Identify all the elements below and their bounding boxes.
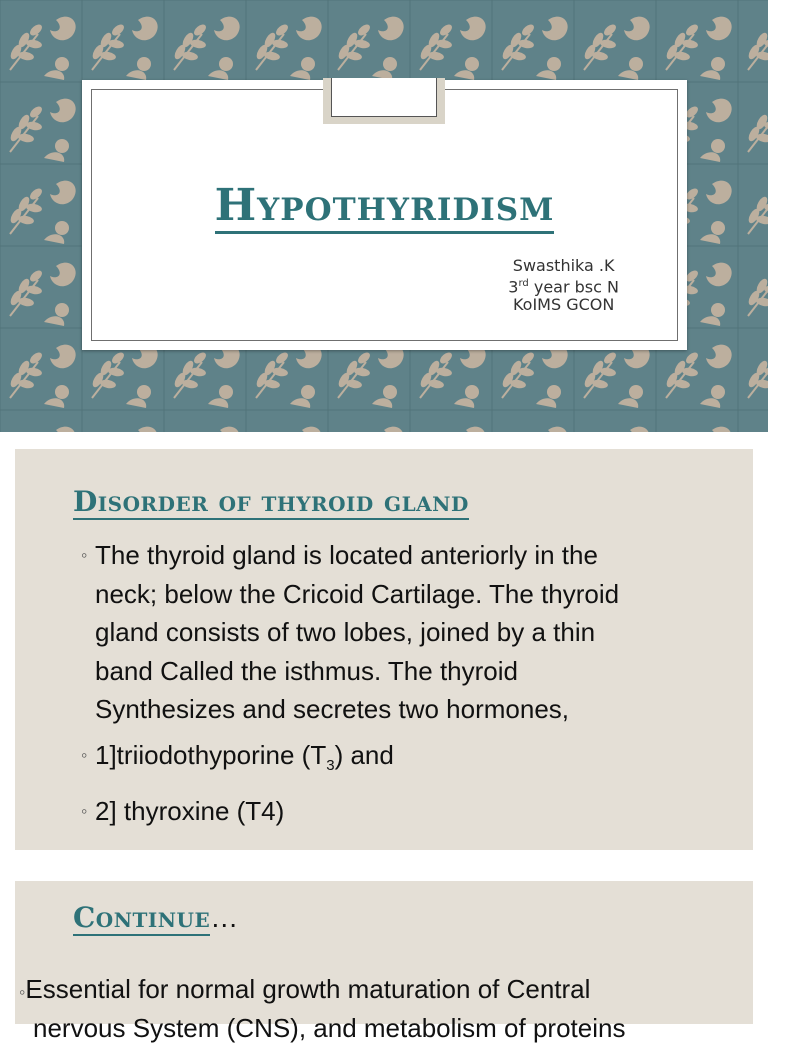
circle-bullet-icon: ◦ [81,801,88,822]
slide-heading: Disorder of thyroid gland [73,485,469,518]
paragraph-line: Synthesizes and secretes two hormones, [95,694,570,724]
circle-bullet-icon: ◦ [81,744,88,765]
title-slide [0,0,768,432]
title-card [82,80,687,350]
paragraph-line: neck; below the Cricoid Cartilage. The thyroid [95,578,620,609]
author-institution: KoIMS GCON [512,295,615,315]
body-line: ◦Essential for normal growth maturation of Central [19,974,591,1004]
presentation-title: Hypothyridism [82,180,687,231]
bullet-list [83,536,723,838]
author-year: 3rd year bsc N [508,277,619,297]
title-tab-decoration [323,78,445,124]
body-line: nervous System (CNS), and metabolism of proteins [33,1013,626,1043]
content-slide-disorder [15,449,753,850]
paragraph-line: The thyroid gland is located anteriorly in the [95,540,598,570]
paragraph-line: gland consists of two lobes, joined by a thin [95,617,596,647]
list-item: ◦ 2] thyroxine (T4) [83,792,723,831]
circle-bullet-icon: ◦ [81,545,88,565]
list-item [83,536,723,729]
author-name: Swasthika .K [512,256,615,275]
body-text [19,971,793,1046]
content-slide-continue [15,881,753,1043]
slide-heading: Continue… [73,901,239,934]
list-item: ◦ 1]triiodothyporine $(T_3)$ and [83,736,723,786]
author-block [508,257,619,314]
paragraph-line: band Called the isthmus. The thyroid [95,655,518,686]
circle-bullet-icon: ◦ [19,982,26,1002]
